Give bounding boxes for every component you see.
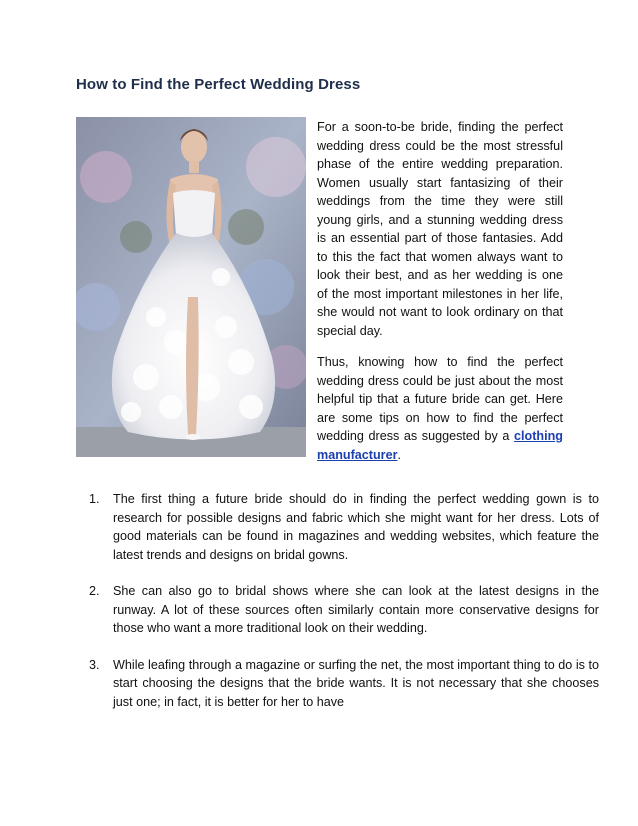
intro-paragraph-2 bbox=[317, 353, 563, 464]
list-item bbox=[89, 656, 599, 712]
tips-list bbox=[77, 490, 599, 729]
list-item-number: 1. bbox=[89, 492, 100, 506]
intro-paragraph-2-text: Thus, knowing how to find the perfect wedding dress could be just about the most helpful tip that a future bride can get. Here are some tips on how to find the perfect wedding dress as suggested by a bbox=[317, 355, 563, 443]
clothing-manufacturer-link[interactable]: clothing manufacturer bbox=[317, 429, 563, 462]
bride-photo bbox=[76, 117, 306, 457]
list-item-number: 2. bbox=[89, 584, 100, 598]
list-item-text: While leafing through a magazine or surfing the net, the most important thing to do is to start choosing the designs that the bride wants. It is not necessary that she chooses just one; in fact, it is better for her to have bbox=[113, 657, 599, 709]
intro-paragraph-2-end: . bbox=[397, 447, 401, 462]
page-title: How to Find the Perfect Wedding Dress bbox=[76, 76, 361, 93]
list-item-number: 3. bbox=[89, 657, 100, 672]
list-item-text: The first thing a future bride should do in finding the perfect wedding gown is to research for possible designs and fabric which she might want for her dress. Lots of good materials can be found in magazines and wedding websites, which feature the latest trends and designs on bridal gowns. bbox=[113, 492, 599, 562]
bride-photo-graphic bbox=[76, 117, 306, 457]
intro-paragraph-1: For a soon-to-be bride, finding the perfect wedding dress could be the most stressful phase of the entire wedding preparation. Women usually start fantasizing of their weddings from the time they were still young girls, and a stunning wedding dress is an essential part of those fantasies. Add to this the fact that women always want to look their best, and as her wedding is one of the most important milestones in her life, she would not want to look ordinary on that special day. bbox=[317, 120, 563, 338]
intro-text-column bbox=[317, 118, 563, 477]
list-item bbox=[89, 582, 599, 638]
list-item-text: She can also go to bridal shows where she can look at the latest designs in the runway. A lot of these sources often similarly contain more conservative designs for those who want a more traditional look on their wedding. bbox=[113, 584, 599, 635]
list-item bbox=[89, 490, 599, 564]
